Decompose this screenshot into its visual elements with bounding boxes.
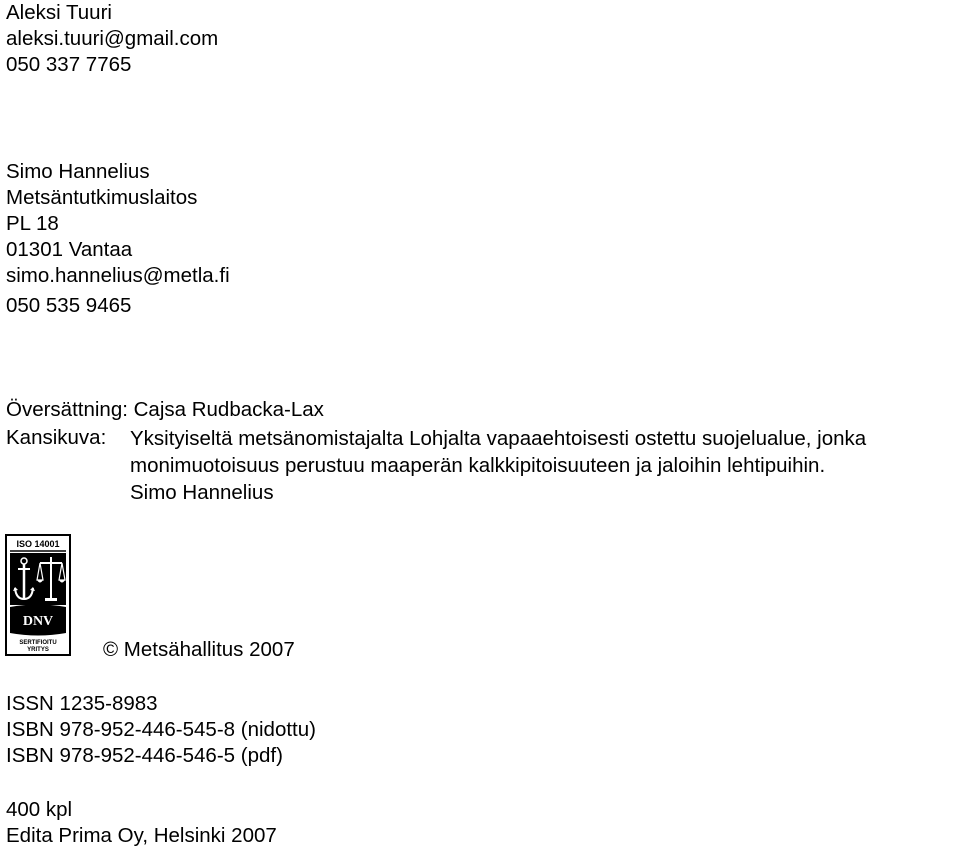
cover-description — [130, 425, 960, 506]
author2-po-box: PL 18 — [6, 212, 59, 235]
author2-phone: 050 535 9465 — [6, 294, 132, 317]
print-run: 400 kpl — [6, 798, 73, 821]
author2-city: 01301 Vantaa — [6, 238, 133, 261]
author2-org: Metsäntutkimuslaitos — [6, 186, 198, 209]
cert-line1: SERTIFIOITU — [19, 640, 57, 646]
author1-email: aleksi.tuuri@gmail.com — [6, 27, 219, 50]
cert-dnv-text: DNV — [22, 614, 54, 629]
printer: Edita Prima Oy, Helsinki 2007 — [6, 824, 277, 847]
cover-label: Kansikuva: — [6, 426, 107, 449]
isbn-pdf: ISBN 978-952-446-546-5 (pdf) — [6, 744, 283, 767]
author1-name: Aleksi Tuuri — [6, 1, 112, 24]
copyright-notice: © Metsähallitus 2007 — [103, 638, 295, 661]
translation-credit: Översättning: Cajsa Rudbacka-Lax — [6, 398, 324, 421]
author1-phone: 050 337 7765 — [6, 53, 132, 76]
author2-email: simo.hannelius@metla.fi — [6, 264, 230, 287]
isbn-print: ISBN 978-952-446-545-8 (nidottu) — [6, 718, 316, 741]
author2-name: Simo Hannelius — [6, 160, 150, 183]
dnv-logo-icon — [7, 536, 69, 654]
cover-text: Yksityiseltä metsänomistajalta Lohjalta vapaaehtoisesti ostettu suojelualue, jonka monimuotoisuus perustuu maaperän kalkkipitoisuuteen ja jaloihin lehtipuihin. — [130, 427, 867, 477]
issn: ISSN 1235-8983 — [6, 692, 158, 715]
cert-iso-text: ISO 14001 — [16, 539, 60, 549]
cert-line2: YRITYS — [27, 647, 49, 653]
iso-14001-certification-logo — [5, 534, 71, 656]
cover-photo-credit: Simo Hannelius — [130, 481, 274, 504]
